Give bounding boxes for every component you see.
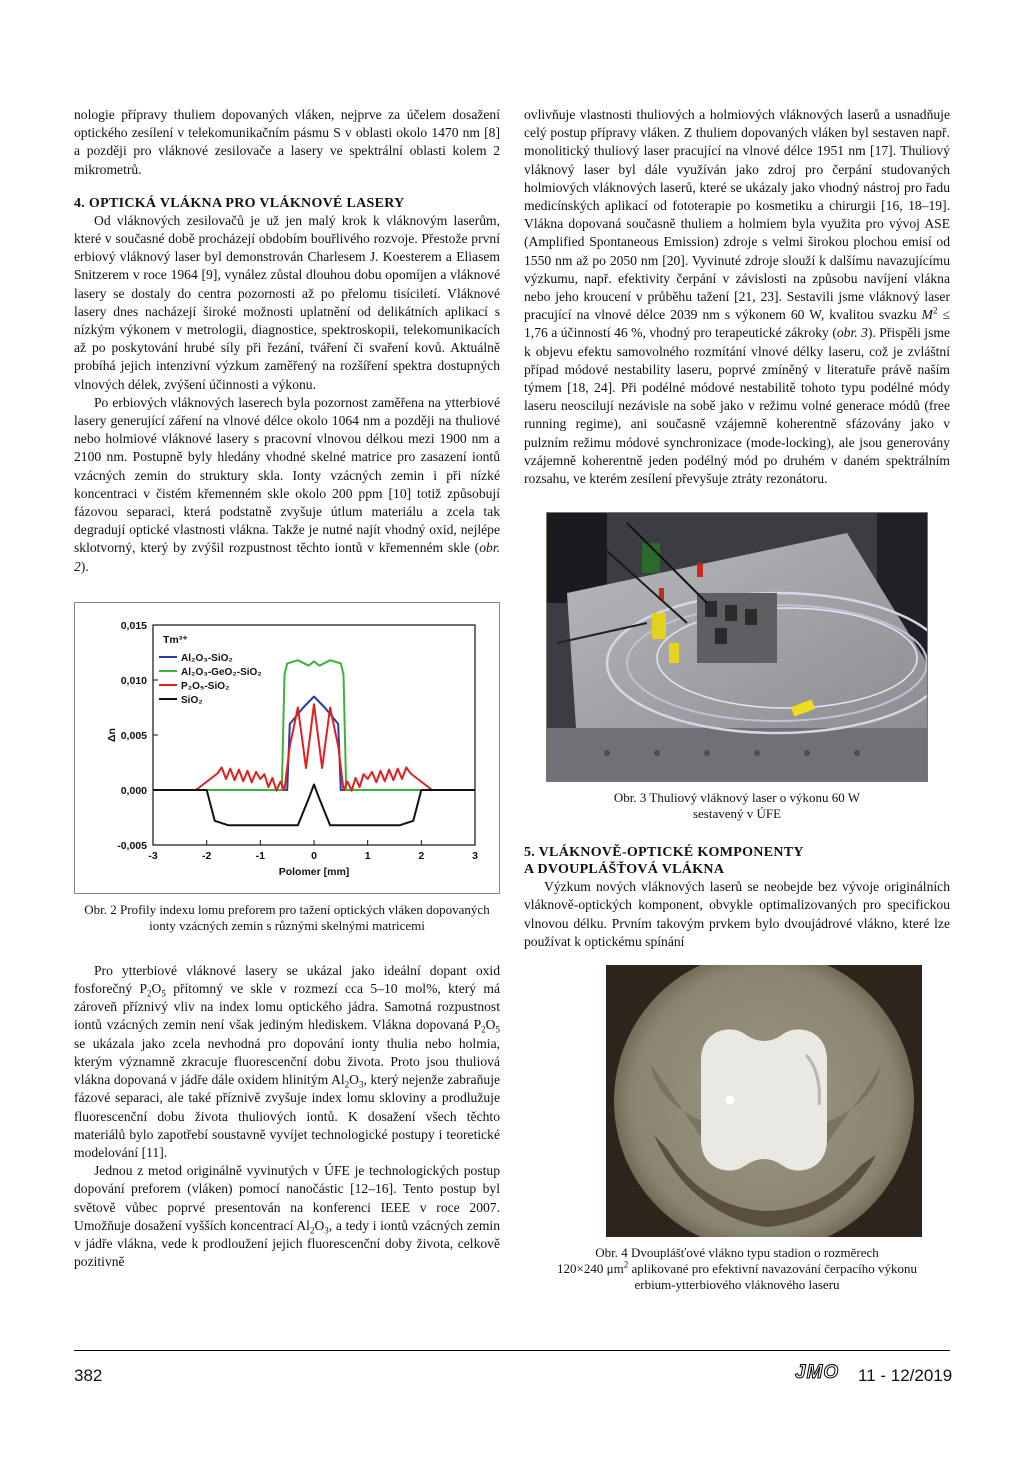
legend-entry: Al₂O₃-GeO₂-SiO₂ bbox=[181, 666, 262, 678]
figure-reference: obr. 3 bbox=[836, 325, 868, 341]
page-number: 382 bbox=[74, 1366, 103, 1385]
x-tick-label: 3 bbox=[472, 849, 478, 862]
section-5-paragraph-1: Výzkum nových vláknových laserů se neobejde bez vývoje originálních vláknově-optických komponent, obvykle optimalizovaných pro specifickou vlnovou délku. Prvním takovým prvkem bylo dvoujádrové vlákno, které lze používat k optickému spínání bbox=[524, 879, 950, 949]
x-axis-label: Polomer [mm] bbox=[278, 865, 350, 878]
legend-entry: P₂O₅-SiO₂ bbox=[181, 680, 230, 692]
y-tick-label: 0,015 bbox=[120, 619, 147, 632]
figure-2-caption: Obr. 2 Profily indexu lomu preforem pro tažení optických vláken dopovaných ionty vzácných zemin s různými skelnými matricemi bbox=[84, 901, 490, 933]
figure-3-photo bbox=[546, 512, 928, 782]
section-4-paragraph-4: Jednou z metod originálně vyvinutých v ÚFE je technologických postup dopování preforem (vláken) pomocí nanočástic [12–16]. Tento postup byl světově vůbec poprvé presentován na konferenci IEEE v roce 2007. Umožňuje dosažení vyšších koncentrací $Al_2O_3$, a tedy i iontů vzácných zemin v jádře vlákna, vede k prodloužení jejich fluorescenční doby života, celkově pozitivně bbox=[74, 1163, 501, 1270]
figure-2 bbox=[74, 602, 500, 894]
section-5-heading: 5. VLÁKNOVĚ-OPTICKÉ KOMPONENTY A DVOUPLÁŠŤOVÁ VLÁKNA bbox=[524, 845, 804, 878]
section-4-paragraph-1: Od vláknových zesilovačů je už jen malý krok k vláknovým laserům, které v současné době procházejí obdobím bouřlivého rozvoje. Přestože první erbiový vláknový laser byl demonstrován Charlesem J. Koesterem a Eliasem Snitzerem v roce 1964 [9], vynález zůstal dlouhou dobu opomíjen a vláknové lasery se dostaly do centra pozornosti až po přelomu tisíciletí. Vláknové lasery dnes nacházejí široké možnosti uplatnění od delikátních aplikací s nízkým výkonem v metrologii, diagnostice, spektroskopii, telekomunikacích až po poskytování hrubé síly při řezání, tváření či svaření kovů. Aktuálně probíhá jejich intenzivní výzkum zaměřený na rozšíření spektra dostupných vlnových délek, zvýšení účinnosti a výkonu. bbox=[74, 212, 500, 392]
x-tick-label: -2 bbox=[201, 849, 212, 862]
y-tick-label: 0,010 bbox=[120, 674, 147, 687]
x-tick-label: -3 bbox=[148, 849, 158, 862]
issue-number: 11 - 12/2019 bbox=[858, 1366, 953, 1385]
figure-4-caption: Obr. 4 Dvouplášťové vlákno typu stadion o rozměrech 120×240 $\mu m^2$ aplikované pro efektivní navazování čerpacího výkonu erbium-ytterbiového vláknového laseru bbox=[557, 1245, 917, 1293]
section-4-paragraph-2: Po erbiových vláknových laserech byla pozornost zaměřena na ytterbiové lasery generující záření na vlnové délce okolo 1064 nm a později na thuliové nebo holmiové vláknové lasery s pracovní vlnovou délkou mezi 1900 nm a 2100 nm. Postupně byly hledány vhodné skelné matrice pro zasazení iontů vzácných zemin do struktury skla. Ionty vzácných zemin i při nízké koncentraci v čistém křemenném skle okolo 200 ppm [10] totiž způsobují fázovou separaci, která podstatně zvyšuje útlum materiálu a zcela tak degradují optické vlastnosti vlákna. Takže je nutné najít vhodný oxid, nejlépe sklotvorný, který by zvýšil rozpustnost těchto iontů v křemenném skle (obr. 2). bbox=[74, 394, 500, 574]
figure-reference: obr. 2 bbox=[74, 540, 500, 574]
legend-title: Tm³⁺ bbox=[163, 633, 188, 646]
y-axis-label: Δn bbox=[106, 727, 118, 742]
section-4-paragraph-3: Pro ytterbiové vláknové lasery se ukázal jako ideální dopant oxid fosforečný $P_2O_5$ přítomný ve skle v rozmezí cca 5–10 mol%, který má zároveň příznivý vliv na index lomu optického jádra. Samotná rozpustnost iontů vzácných zemin není však jediným hlediskem. Vlákna dopovaná $P_2O_5$ se ukázala jako zcela nevhodná pro dopování ionty thulia nebo holmia, kterým významně zkracuje fluorescenční dobu života. Proto jsou thuliová vlákna dopovaná v jádře dále oxidem hlinitým $Al_2O_3$, který nejenže zabraňuje fázové separaci, ale také příznivě zvyšuje index lomu skloviny a prodlužuje fluorescenční dobu života thuliových iontů. K dosažení všech těchto materiálů bylo zapotřebí soustavně vyvíjet technologické postupy i teoretické modelování [11]. bbox=[74, 962, 501, 1160]
refractive-index-chart bbox=[75, 603, 499, 893]
x-tick-label: 2 bbox=[418, 849, 425, 862]
y-tick-label: 0,000 bbox=[120, 784, 147, 797]
y-tick-label: -0,005 bbox=[117, 839, 147, 852]
x-tick-label: -1 bbox=[255, 849, 266, 862]
y-tick-label: 0,005 bbox=[120, 729, 147, 742]
section-4-heading: 4. OPTICKÁ VLÁKNA PRO VLÁKNOVÉ LASERY bbox=[74, 195, 405, 211]
laser-setup-image bbox=[547, 513, 927, 781]
figure-4-photo bbox=[606, 965, 922, 1237]
figure-3-caption: Obr. 3 Thuliový vláknový laser o výkonu 60 W sestavený v ÚFE bbox=[613, 790, 861, 822]
right-paragraph-1: ovlivňuje vlastnosti thuliových a holmiových vláknových laserů a usnadňuje celý postup přípravy vláken. Z thuliem dopovaných vláken byl sestaven např. monolitický thuliový laser pracující na vlnové délce 1951 nm [17]. Thuliový vláknový laser byl dále využíván jako zdroj pro čerpání studovaných holmiových vláknových laserů, které se ukázaly jako vhodný nástroj pro řadu medicínských aplikací od fototerapie po kosmetiku a chirurgii [16, 18–19]. Vlákna dopovaná současně thuliem a holmiem byla využita pro vývoj ASE (Amplified Spontaneous Emission) zdroje s velmi širokou plochou emisí od 1550 nm až po 2050 nm [20]. Vyvinuté zdroje slouží k dalšímu navazujícímu výzkumu, např. efektivity čerpání v závislosti na způsobu navíjení vlákna nebo jeho kroucení v průběhu tažení [21, 23]. Sestavili jsme vláknový laser pracující na vlnové délce 2039 nm s výkonem 60 W, kvalitou svazku $M^2 \le 1,76$ a účinností 46 %, vhodný pro terapeutické zákroky (obr. 3). Přispěli jsme k objevu efektu samovolného rozmítání vlnové délky laseru, což je zvláštní případ módové nestability laseru, poprvé zmíněný v literatuře právě naším týmem [18, 24]. Při podélné módové nestabilitě tohoto typu podélné módy laseru neoscilují nezávisle na sobě jako v režimu volné generace módů (free running regime), ani současně vzájemně koherentně sfázovány jako v pulzním režimu módové synchronizace (mode-locking), ale jsou generovány vzájemně koherentně jeden podélný mód po druhém v daném spektrálním rozsahu, ve kterém zesílení převyšuje ztráty rezonátoru. bbox=[524, 107, 951, 487]
legend-entry: Al₂O₃-SiO₂ bbox=[181, 652, 233, 664]
right-column bbox=[524, 106, 950, 1293]
x-tick-label: 1 bbox=[364, 849, 371, 862]
legend-entry: SiO₂ bbox=[181, 694, 203, 706]
journal-logo: JMO bbox=[795, 1362, 840, 1383]
x-tick-label: 0 bbox=[311, 849, 317, 862]
intro-paragraph: nologie přípravy thuliem dopovaných vláken, nejprve za účelem dosažení optického zesílení v telekomunikačním pásmu S v oblasti okolo 1470 nm [8] a později pro vláknové zesilovače a lasery ve spektrální oblasti kolem 2 mikrometrů. bbox=[74, 107, 500, 177]
stadium-fiber-image bbox=[606, 965, 922, 1237]
footer-rule bbox=[74, 1350, 950, 1351]
left-column bbox=[74, 106, 500, 1271]
